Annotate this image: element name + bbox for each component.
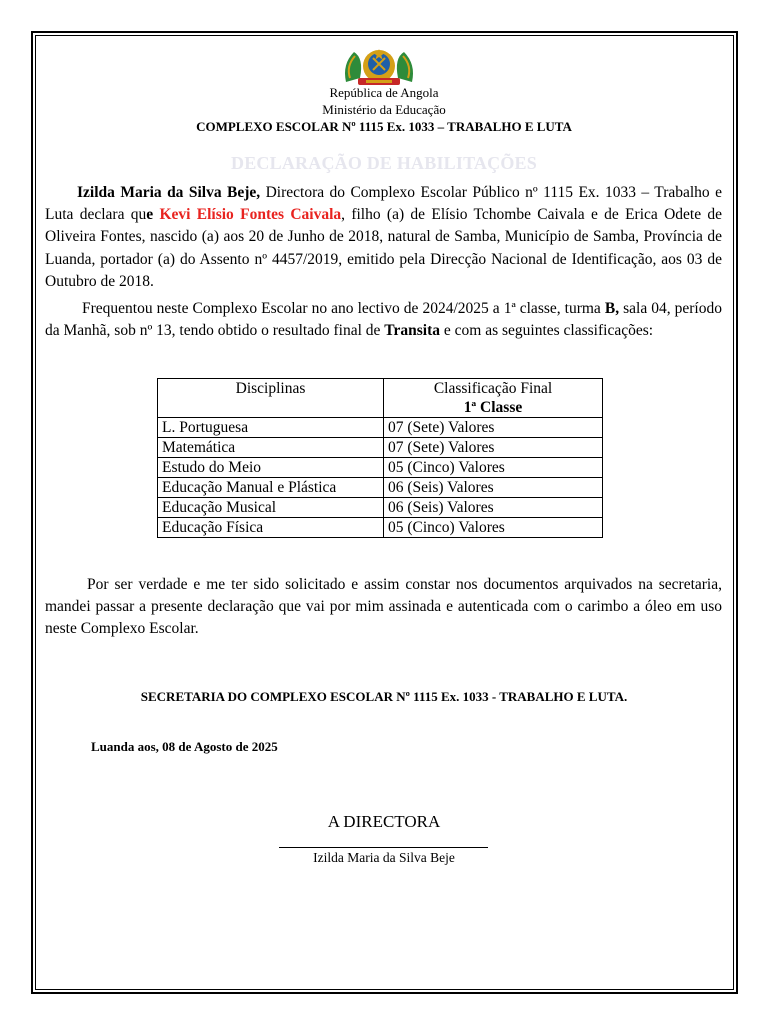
- header-grade-label: Classificação Final: [433, 380, 553, 397]
- coat-of-arms-icon: [340, 44, 418, 88]
- student-name: Kevi Elísio Fontes Caivala: [153, 206, 342, 224]
- subject-cell: Matemática: [158, 438, 384, 458]
- closing-text: Por ser verdade e me ter sido solicitado e assim constar nos documentos arquivados na secretaria, mandei passar a presente declaração que vai por mim assinada e autenticada com o carimbo a óleo em uso neste Complexo Escolar.: [45, 576, 722, 638]
- date-line: Luanda aos, 08 de Agosto de 2025: [91, 739, 278, 754]
- grades-table: [157, 378, 603, 538]
- director-name: Izilda Maria da Silva Beje,: [77, 184, 261, 201]
- closing-paragraph: [45, 574, 722, 641]
- grade-cell: 06 (Seis) Valores: [384, 498, 603, 518]
- header-country: República de Angola: [329, 85, 439, 100]
- table-row: [158, 458, 603, 478]
- subject-cell: Educação Física: [158, 518, 384, 538]
- signatory-name: Izilda Maria da Silva Beje: [313, 850, 455, 865]
- table-row: [158, 438, 603, 458]
- result: Transita: [384, 322, 440, 340]
- signature-line: [279, 847, 488, 848]
- grade-cell: 07 (Sete) Valores: [384, 418, 603, 438]
- header-class: 1ª Classe: [463, 399, 523, 416]
- table-row: [158, 478, 603, 498]
- attendance-text-1: Frequentou neste Complexo Escolar no ano lectivo de 2024/2025 a 1ª classe, turma: [82, 300, 605, 317]
- header-school: COMPLEXO ESCOLAR Nº 1115 Ex. 1033 – TRABALHO E LUTA: [196, 119, 572, 134]
- intro-e: e: [146, 206, 154, 224]
- table-row: [158, 518, 603, 538]
- intro-paragraph: [45, 182, 722, 293]
- turma: B,: [604, 300, 620, 317]
- grade-cell: 06 (Seis) Valores: [384, 478, 603, 498]
- header-subject: Disciplinas: [158, 379, 384, 418]
- subject-cell: Educação Manual e Plástica: [158, 478, 384, 498]
- table-row: [158, 418, 603, 438]
- attendance-paragraph: [45, 298, 722, 342]
- grade-cell: 05 (Cinco) Valores: [384, 458, 603, 478]
- table-row: [158, 498, 603, 518]
- subject-cell: Estudo do Meio: [158, 458, 384, 478]
- table-header-row: [158, 379, 603, 418]
- signatory-title: A DIRECTORA: [327, 812, 441, 831]
- header-grade: [384, 379, 603, 418]
- grade-cell: 07 (Sete) Valores: [384, 438, 603, 458]
- intro-text-2: , filho (a) de Elísio Tchombe Caivala e de Erica Odete de Oliveira Fontes, nascido (a) aos 20 de Junho de 2018, natural de Samba, Município de Samba, Província de Luanda, portador (a) do Assento nº 4457/2019, emitido pela Direcção Nacional de Identificação, aos 03 de Outubro de 2018.: [45, 206, 723, 290]
- attendance-text-3: e com as seguintes classificações:: [440, 322, 654, 340]
- secretariat-line: SECRETARIA DO COMPLEXO ESCOLAR Nº 1115 Ex. 1033 - TRABALHO E LUTA.: [140, 689, 628, 704]
- document-title: DECLARAÇÃO DE HABILITAÇÕES: [231, 153, 537, 173]
- grade-cell: 05 (Cinco) Valores: [384, 518, 603, 538]
- subject-cell: Educação Musical: [158, 498, 384, 518]
- subject-cell: L. Portuguesa: [158, 418, 384, 438]
- intro-text-1: Directora do Complexo Escolar Público nº 1115 Ex. 1033 – Trabalho e Luta declara qu: [45, 184, 722, 224]
- attendance-text-2: sala 04, período da Manhã, sob nº 13, tendo obtido o resultado final de: [45, 300, 722, 340]
- header-ministry: Ministério da Educação: [322, 102, 446, 117]
